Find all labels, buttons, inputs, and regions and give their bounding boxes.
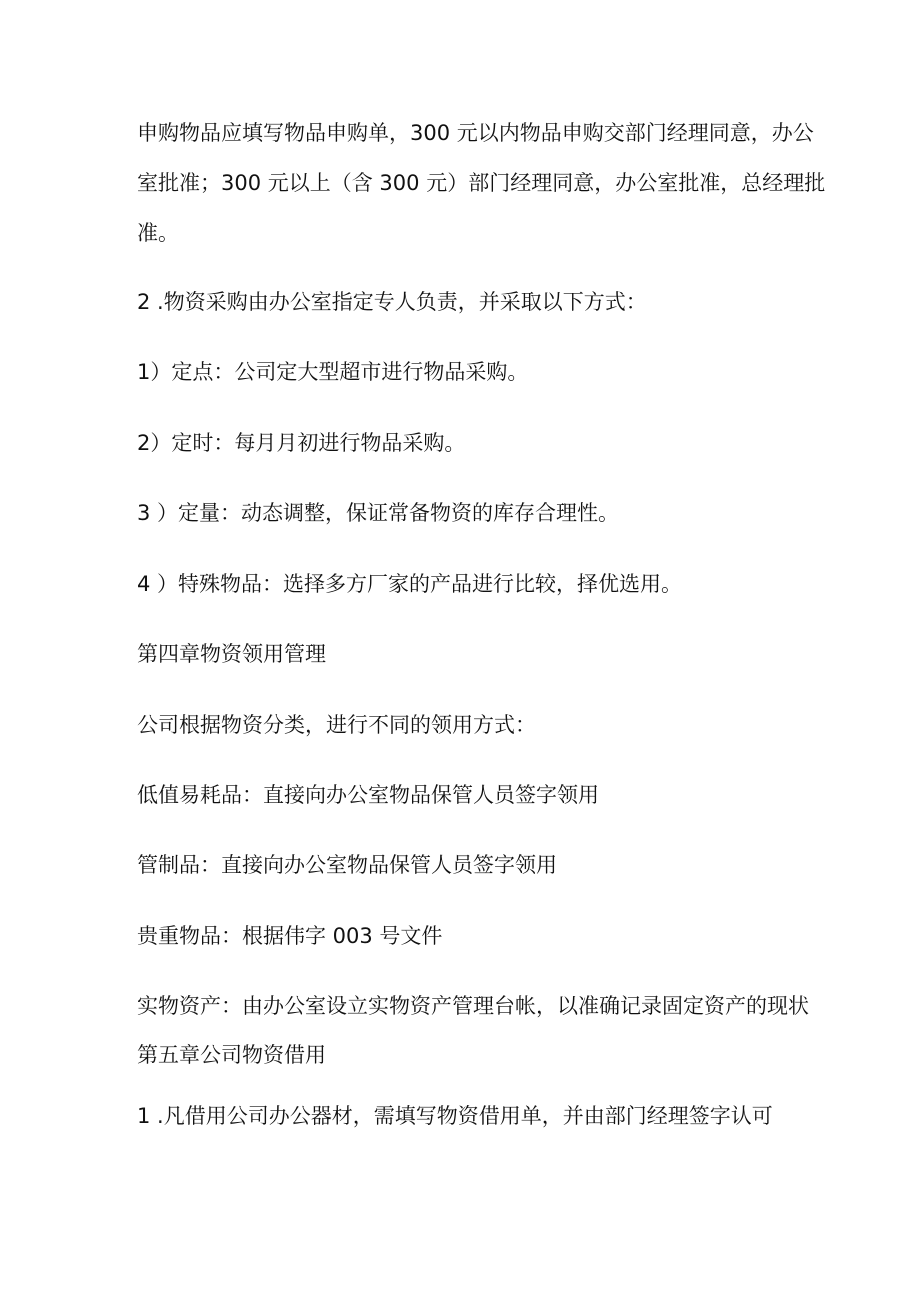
list-item-fixed-location: 1）定点：公司定大型超市进行物品采购。 [137,360,529,384]
paragraph-line-requisition-intro: 公司根据物资分类，进行不同的领用方式： [137,713,536,737]
list-item-fixed-time: 2）定时：每月月初进行物品采购。 [137,431,466,455]
list-item-borrowing-rule-1: 1 .凡借用公司办公器材，需填写物资借用单，并由部门经理签字认可 [137,1104,773,1128]
paragraph-line-physical-assets: 实物资产：由办公室设立实物资产管理台帐，以准确记录固定资产的现状 [137,994,809,1018]
paragraph-line-controlled-items: 管制品：直接向办公室物品保管人员签字领用 [137,853,557,877]
list-item-procurement-method: 2 .物资采购由办公室指定专人负责，并采取以下方式： [137,290,647,314]
paragraph-line-purchase-rule-1: 申购物品应填写物品申购单，300 元以内物品申购交部门经理同意，办公 [137,121,814,145]
paragraph-line-valuables: 贵重物品：根据伟字 003 号文件 [137,924,443,948]
list-item-special-items: 4 ）特殊物品：选择多方厂家的产品进行比较，择优选用。 [137,572,683,596]
list-item-fixed-quantity: 3 ）定量：动态调整，保证常备物资的库存合理性。 [137,501,620,525]
paragraph-line-purchase-rule-3: 准。 [137,221,179,245]
chapter-heading-5: 第五章公司物资借用 [137,1043,326,1067]
paragraph-line-consumables: 低值易耗品：直接向办公室物品保管人员签字领用 [137,783,599,807]
chapter-heading-4: 第四章物资领用管理 [137,642,326,666]
paragraph-line-purchase-rule-2: 室批准；300 元以上（含 300 元）部门经理同意，办公室批准，总经理批 [137,171,826,195]
